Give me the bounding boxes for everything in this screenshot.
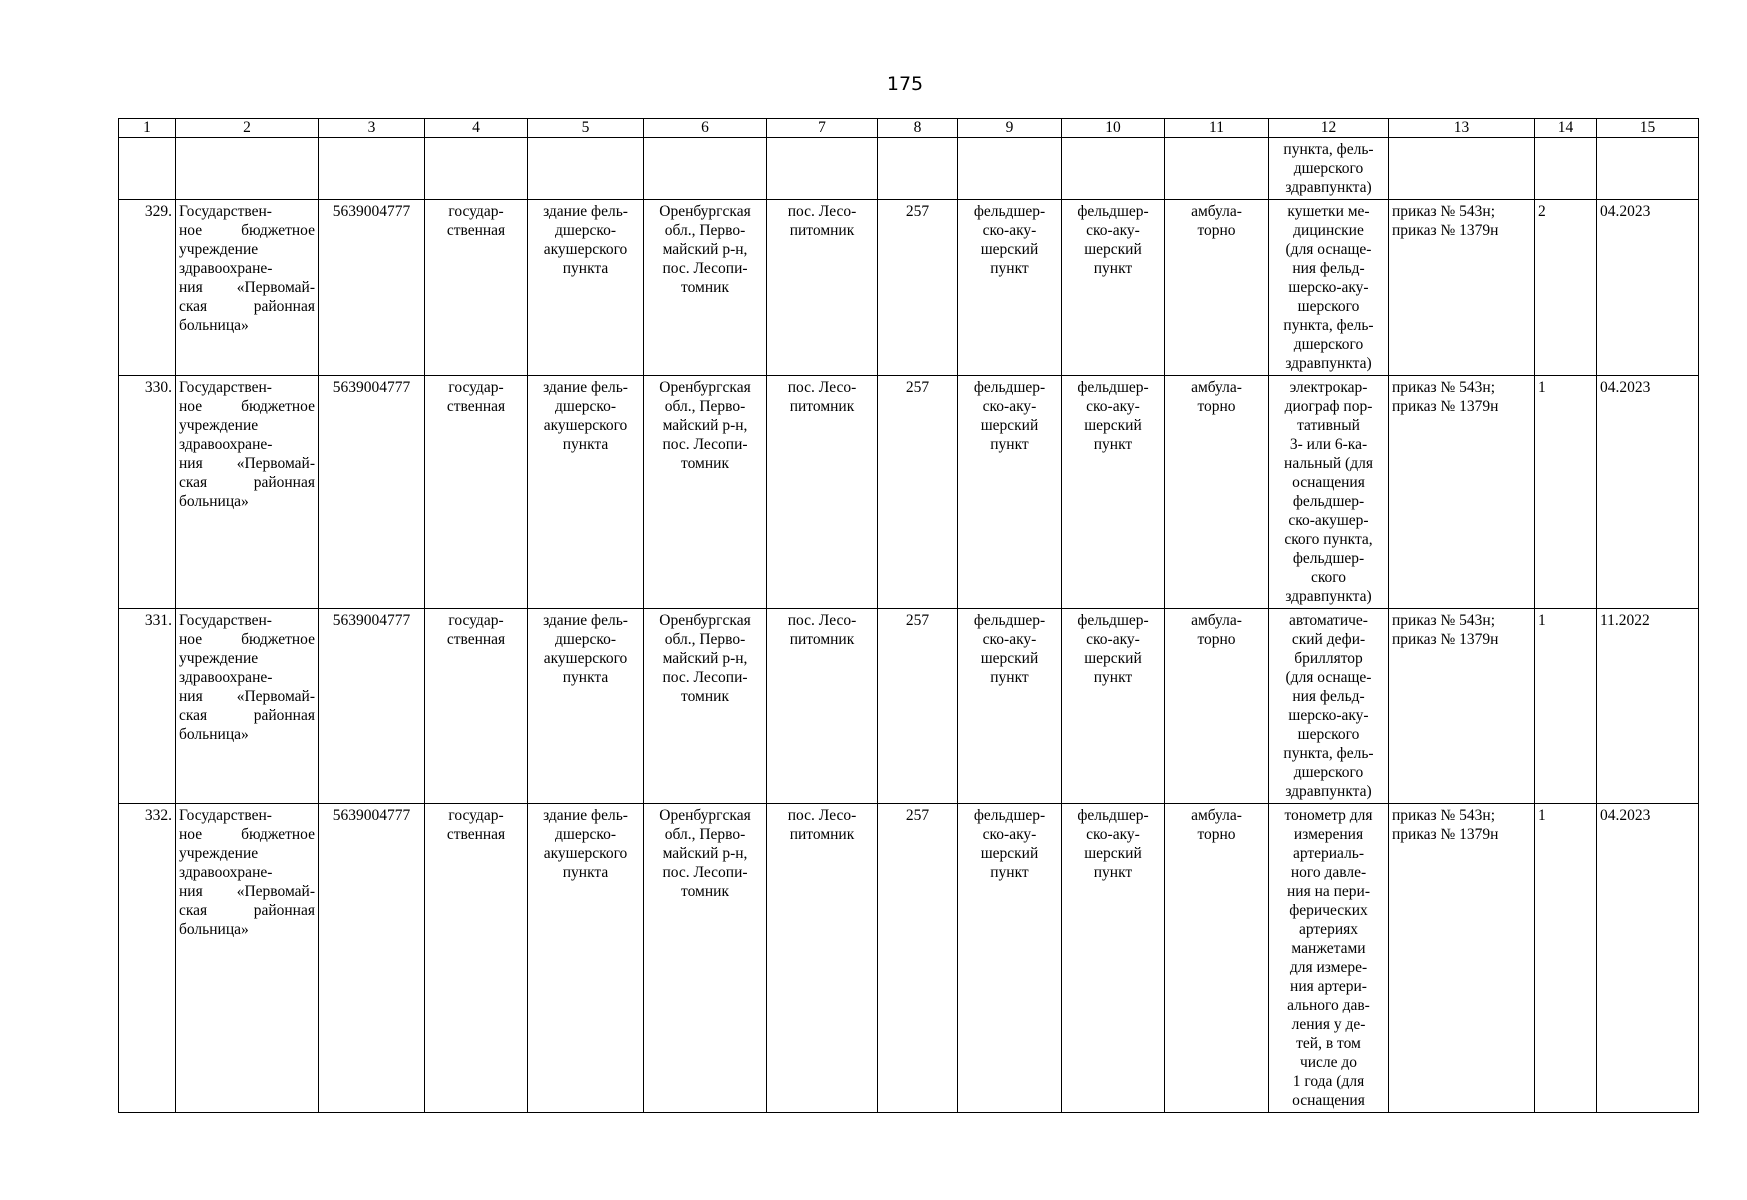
code-cell: 257 [878,200,958,376]
care-form-cell [1165,804,1269,1113]
text-line: шерский [1084,650,1142,667]
text-line: обл., Перво- [664,222,746,239]
text-line: кушетки ме- [1287,203,1370,220]
text-line: нальный (для [1284,455,1373,472]
header-cell: 11 [1165,119,1269,138]
text-line: пункт [1093,669,1133,686]
header-cell: 15 [1597,119,1699,138]
text-line: ско-аку- [1086,631,1140,648]
text-line: пункта, фель- [1283,745,1374,762]
text-line: торно [1197,222,1236,239]
text-line: ления у де- [1291,1016,1366,1033]
facility-subtype-cell [1062,609,1165,804]
text-line: питомник [789,631,855,648]
header-cell: 1 [119,119,176,138]
text-line: акушерского [543,417,628,434]
text-line: здание фель- [543,379,628,396]
text-line: пос. Лесопи- [662,669,748,686]
equipment-cell [1269,376,1389,609]
text-line: Оренбургская [659,203,751,220]
text-line: здравпункта) [1285,588,1372,605]
text-line: пункт [1093,436,1133,453]
cell-empty [644,138,767,200]
equipment-cell [1269,609,1389,804]
building-cell [528,200,644,376]
text-line: акушерского [543,241,628,258]
text-line: майский р-н, [662,650,748,667]
text-line: Государствен- [179,379,272,396]
text-line: дшерско- [555,222,616,239]
text-line: Государствен- [179,807,272,824]
orders-cell [1389,376,1535,609]
text-line: фельдшер- [1077,379,1149,396]
text-line: пос. Лесо- [787,612,857,629]
care-form-cell [1165,609,1269,804]
address-cell [644,804,767,1113]
orders-cell [1389,804,1535,1113]
cell-empty [958,138,1062,200]
cell-empty [767,138,878,200]
text-line: фельдшер- [1077,203,1149,220]
text-line: пункта, фель- [1283,317,1374,334]
text-line: томник [681,688,729,705]
header-cell: 10 [1062,119,1165,138]
building-cell [528,376,644,609]
date-cell: 04.2023 [1597,200,1699,376]
equipment-cell [1269,804,1389,1113]
text-line: акушерского [543,845,628,862]
cell-empty [1389,138,1535,200]
header-row [119,119,1699,138]
continuation-row [119,138,1699,200]
text-line: тонометр для [1284,807,1373,824]
text-line: ния на пери- [1286,883,1371,900]
text-line: обл., Перво- [664,398,746,415]
header-cell: 2 [176,119,319,138]
building-cell [528,804,644,1113]
text-line: оснащения [1292,1092,1365,1109]
text-line: амбула- [1191,203,1242,220]
text-line: здравоохране- [179,864,273,881]
cell-empty [1062,138,1165,200]
code-cell: 257 [878,376,958,609]
text-line: больница» [179,726,249,743]
header-cell: 12 [1269,119,1389,138]
header-cell: 7 [767,119,878,138]
text-line: здравпункта) [1285,179,1372,196]
header-cell: 9 [958,119,1062,138]
organization-cell [176,804,319,1113]
text-line: здание фель- [543,612,628,629]
text-line: учреждение [179,417,259,434]
text-line: Оренбургская [659,379,751,396]
text-line: здание фель- [543,807,628,824]
text-line: здание фель- [543,203,628,220]
text-line: дшерского [1293,160,1364,177]
text-line: пункта [562,260,609,277]
text-line: дшерско- [555,826,616,843]
text-line: питомник [789,222,855,239]
text-line: обл., Перво- [664,631,746,648]
facility-type-cell [958,376,1062,609]
text-line: ственная [446,631,506,648]
text-line: пункта [562,669,609,686]
text-line: здравоохране- [179,436,273,453]
text-line: ского пункта, [1284,531,1373,548]
text-line: томник [681,279,729,296]
text-line: ско-акушер- [1288,512,1369,529]
text-line: ния артери- [1290,978,1367,995]
text-line: 1 года (для [1292,1073,1365,1090]
cell-empty [425,138,528,200]
text-line: государ- [448,612,504,629]
text-line: Оренбургская [659,612,751,629]
text-line: фельдшер- [1292,550,1365,567]
text-line: пункта [562,436,609,453]
row-number-cell: 330. [119,376,176,609]
text-line: шерский [1084,845,1142,862]
text-line: здравоохране- [179,260,273,277]
text-line: ного давле- [1290,864,1367,881]
orders-cell [1389,609,1535,804]
text-line: больница» [179,493,249,510]
text-line: Государствен- [179,612,272,629]
ownership-cell [425,804,528,1113]
header-cell: 3 [319,119,425,138]
text-line: оснащения [1292,474,1365,491]
table-row [119,804,1699,1113]
orders-cell [1389,200,1535,376]
text-line: ния «Первомай- [179,455,315,472]
settlement-cell [767,200,878,376]
text-line: фельдшер- [973,612,1046,629]
text-line: автоматиче- [1289,612,1368,629]
text-line: шерского [1297,298,1360,315]
text-line: ния фельд- [1292,260,1365,277]
text-line: ская районная [179,902,315,919]
quantity-cell: 1 [1535,376,1597,609]
text-line: пос. Лесо- [787,203,857,220]
text-line: приказ № 1379н [1392,826,1499,843]
text-line: артериях [1298,921,1358,938]
cell-empty [176,138,319,200]
facility-type-cell [958,200,1062,376]
text-line: манжетами [1291,940,1366,957]
text-line: томник [681,883,729,900]
cell-empty [119,138,176,200]
text-line: учреждение [179,241,259,258]
text-line: 3- или 6-ка- [1289,436,1368,453]
text-line: пос. Лесо- [787,379,857,396]
text-line: амбула- [1191,807,1242,824]
text-line: учреждение [179,845,259,862]
text-line: ско-аку- [1086,222,1140,239]
text-line: амбула- [1191,379,1242,396]
text-line: приказ № 1379н [1392,222,1499,239]
text-line: ное бюджетное [179,398,315,415]
quantity-cell: 1 [1535,609,1597,804]
text-line: шерский [1084,417,1142,434]
text-line: обл., Перво- [664,826,746,843]
facility-type-cell [958,804,1062,1113]
text-line: приказ № 1379н [1392,631,1499,648]
text-line: здравпункта) [1285,783,1372,800]
text-line: шерский [1084,241,1142,258]
text-line: ско-аку- [1086,398,1140,415]
text-line: ско-аку- [982,398,1037,415]
text-line: приказ № 543н; [1392,203,1496,220]
text-line: томник [681,455,729,472]
text-line: государ- [448,807,504,824]
text-line: фельдшер- [1292,493,1365,510]
quantity-cell: 1 [1535,804,1597,1113]
text-line: ско-аку- [1086,826,1140,843]
care-form-cell [1165,376,1269,609]
text-line: государ- [448,379,504,396]
table-row [119,200,1699,376]
cell-empty [319,138,425,200]
text-line: пункт [990,260,1029,277]
date-cell: 04.2023 [1597,376,1699,609]
text-line: ния «Первомай- [179,883,315,900]
text-line: Государствен- [179,203,272,220]
text-line: ственная [446,398,506,415]
text-line: ния «Первомай- [179,688,315,705]
text-line: ская районная [179,707,315,724]
inn-cell: 5639004777 [319,200,425,376]
text-line: приказ № 543н; [1392,379,1496,396]
text-line: пункт [990,864,1029,881]
text-line: для измере- [1289,959,1368,976]
text-line: (для оснаще- [1285,241,1372,258]
text-line: приказ № 1379н [1392,398,1499,415]
text-line: торно [1197,398,1236,415]
text-line: ное бюджетное [179,631,315,648]
cell-empty [1597,138,1699,200]
text-line: здравпункта) [1285,355,1372,372]
text-line: ская районная [179,298,315,315]
cell-empty [1535,138,1597,200]
text-line: бриллятор [1294,650,1363,667]
text-line: ное бюджетное [179,826,315,843]
text-line: (для оснаще- [1285,669,1372,686]
settlement-cell [767,609,878,804]
text-line: приказ № 543н; [1392,612,1496,629]
date-cell: 04.2023 [1597,804,1699,1113]
organization-cell [176,376,319,609]
text-line: шерско-аку- [1288,279,1369,296]
text-line: здравоохране- [179,669,273,686]
text-line: ско-аку- [982,631,1037,648]
header-cell: 14 [1535,119,1597,138]
text-line: питомник [789,398,855,415]
address-cell [644,200,767,376]
text-line: диограф пор- [1284,398,1373,415]
text-line: фельдшер- [1077,612,1149,629]
row-number-cell: 329. [119,200,176,376]
header-cell: 6 [644,119,767,138]
ownership-cell [425,609,528,804]
text-line: приказ № 543н; [1392,807,1496,824]
text-line: пункта [562,864,609,881]
header-cell: 4 [425,119,528,138]
header-cell: 5 [528,119,644,138]
text-line: пункт [990,436,1029,453]
ownership-cell [425,200,528,376]
text-line: тей, в том [1296,1035,1361,1052]
address-cell [644,609,767,804]
text-line: питомник [789,826,855,843]
text-line: ального дав- [1287,997,1370,1014]
text-line: акушерского [543,650,628,667]
equipment-table [118,118,1699,1113]
text-line: ско-аку- [982,826,1037,843]
text-line: артериаль- [1292,845,1365,862]
text-line: шерского [1297,726,1360,743]
text-line: пос. Лесопи- [662,260,748,277]
facility-subtype-cell [1062,804,1165,1113]
care-form-cell [1165,200,1269,376]
text-line: ственная [446,222,506,239]
text-line: пункта, фель- [1283,141,1374,158]
text-line: шерско-аку- [1288,707,1369,724]
header-cell: 8 [878,119,958,138]
text-line: фельдшер- [973,203,1046,220]
text-line: фельдшер- [1077,807,1149,824]
text-line: дшерского [1293,336,1364,353]
text-line: майский р-н, [662,241,748,258]
text-line: ферических [1289,902,1368,919]
inn-cell: 5639004777 [319,804,425,1113]
text-line: государ- [448,203,504,220]
cell-empty [878,138,958,200]
organization-cell [176,609,319,804]
inn-cell: 5639004777 [319,609,425,804]
address-cell [644,376,767,609]
settlement-cell [767,804,878,1113]
text-line: пункт [1093,864,1133,881]
text-line: Оренбургская [659,807,751,824]
text-line: шерский [980,241,1039,258]
facility-type-cell [958,609,1062,804]
text-line: ско-аку- [982,222,1037,239]
settlement-cell [767,376,878,609]
text-line: пос. Лесопи- [662,436,748,453]
facility-subtype-cell [1062,200,1165,376]
text-line: пункт [990,669,1029,686]
page-number: 175 [886,73,924,95]
text-line: ное бюджетное [179,222,315,239]
facility-subtype-cell [1062,376,1165,609]
text-line: пос. Лесопи- [662,864,748,881]
text-line: дшерско- [555,631,616,648]
text-line: больница» [179,921,249,938]
text-line: ский дефи- [1291,631,1366,648]
text-line: тативный [1297,417,1360,434]
text-line: дшерского [1293,764,1364,781]
text-line: ская районная [179,474,315,491]
text-line: ского [1310,569,1347,586]
inn-cell: 5639004777 [319,376,425,609]
equipment-cell [1269,200,1389,376]
text-line: дшерско- [555,398,616,415]
text-line: шерский [980,845,1039,862]
date-cell: 11.2022 [1597,609,1699,804]
text-line: ния фельд- [1292,688,1365,705]
text-line: ния «Первомай- [179,279,315,296]
row-number-cell: 332. [119,804,176,1113]
text-line: амбула- [1191,612,1242,629]
text-line: торно [1197,826,1236,843]
text-line: майский р-н, [662,845,748,862]
text-line: измерения [1293,826,1364,843]
quantity-cell: 2 [1535,200,1597,376]
ownership-cell [425,376,528,609]
cell-empty [1165,138,1269,200]
header-cell: 13 [1389,119,1535,138]
organization-cell [176,200,319,376]
table-row [119,376,1699,609]
cell-empty [528,138,644,200]
table-row [119,609,1699,804]
text-line: фельдшер- [973,379,1046,396]
row-number-cell: 331. [119,609,176,804]
building-cell [528,609,644,804]
text-line: шерский [980,650,1039,667]
text-line: электрокар- [1289,379,1368,396]
text-line: майский р-н, [662,417,748,434]
text-line: учреждение [179,650,259,667]
text-line: ственная [446,826,506,843]
text-line: больница» [179,317,249,334]
equipment-cell [1269,138,1389,200]
code-cell: 257 [878,804,958,1113]
text-line: числе до [1299,1054,1358,1071]
text-line: шерский [980,417,1039,434]
code-cell: 257 [878,609,958,804]
text-line: пункт [1093,260,1133,277]
text-line: дицинские [1293,222,1364,239]
text-line: торно [1197,631,1236,648]
text-line: пос. Лесо- [787,807,857,824]
text-line: фельдшер- [973,807,1046,824]
